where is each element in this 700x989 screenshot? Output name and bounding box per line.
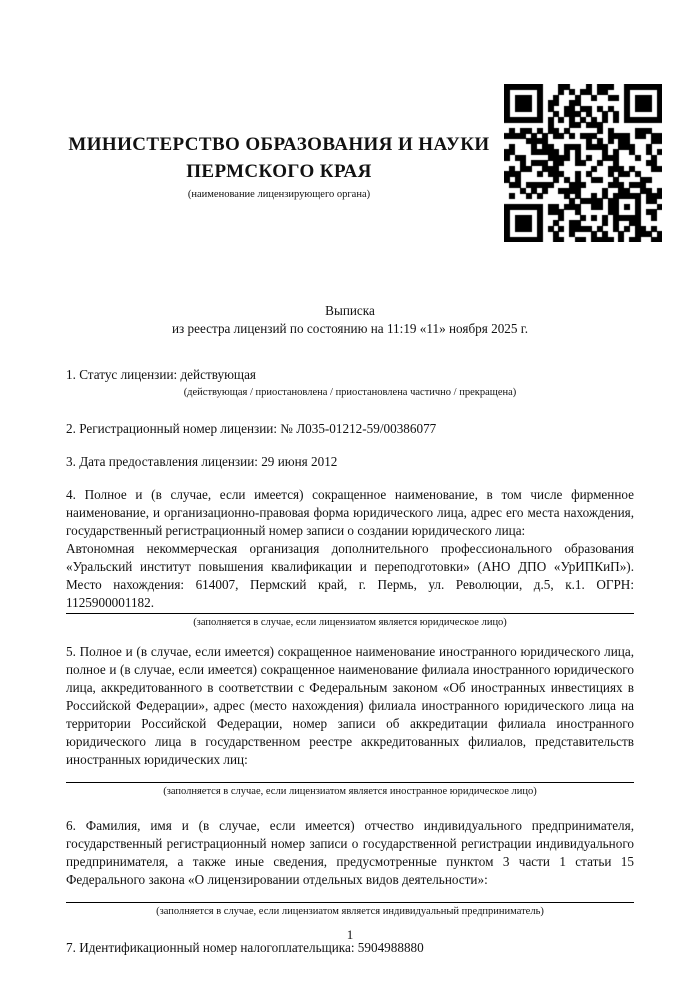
license-grant-date-text: 3. Дата предоставления лицензии: 29 июня 2012 [66,454,338,469]
registration-number-text: 2. Регистрационный номер лицензии: № Л035-01212-59/00386077 [66,421,437,436]
legal-entity-label: 4. Полное и (в случае, если имеется) сокращенное наименование, в том числе фирменное наименование, и организационно-правовая форма юридического лица, адрес его места нахождения, государственный регистрационный номер записи о создании юридического лица: [66,487,634,538]
fill-line-individual-entrepreneur [66,902,634,903]
foreign-entity-caption: (заполняется в случае, если лицензиатом является иностранное юридическое лицо) [163,786,537,797]
document-title: Выписка [325,303,375,318]
document-title-block [66,302,634,338]
fill-line-foreign-entity [66,782,634,783]
individual-entrepreneur-caption: (заполняется в случае, если лицензиатом является индивидуальный предприниматель) [156,906,544,917]
taxpayer-number-text: 7. Идентификационный номер налогоплательщика: 5904988880 [66,940,424,955]
foreign-entity-label: 5. Полное и (в случае, если имеется) сокращенное наименование иностранного юридического лица, полное и (в случае, если имеется) сокращенное наименование филиала иностранного юридического лица, аккредитованного в соответствии с Федеральным законом «Об иностранных инвестициях в Российской Федерации», адрес (место нахождения) филиала иностранного юридического лица на территории Российской Федерации, номер записи об аккредитации филиала иностранного юридического лица в государственном реестре аккредитованных филиалов, представительств иностранных юридических лиц: [66,644,634,767]
item-foreign-entity [66,643,634,769]
legal-entity-caption: (заполняется в случае, если лицензиатом является юридическое лицо) [193,617,507,628]
item-individual-entrepreneur [66,817,634,889]
item-registration-number [66,420,634,438]
fill-line-legal-entity [66,613,634,614]
item-legal-entity [66,486,634,612]
license-status-text: 1. Статус лицензии: действующая [66,367,257,382]
individual-entrepreneur-label: 6. Фамилия, имя и (в случае, если имеется) отчество индивидуального предпринимателя, государственный регистрационный номер записи о государственной регистрации индивидуального предпринимателя, а также иные сведения, предусмотренные пунктом 3 части 1 статьи 15 Федерального закона «О лицензировании отдельных видов деятельности»: [66,818,634,887]
license-status-caption: (действующая / приостановлена / приостановлена частично / прекращена) [183,387,517,398]
page-number: 1 [346,927,354,942]
item-license-status [66,366,634,384]
legal-entity-value: Автономная некоммерческая организация дополнительного профессионального образования «Уральский институт повышения квалификации и переподготовки» (АНО ДПО «УрИПКиП»). Место нахождения: 614007, Пермский край, г. Пермь, ул. Революции, д.5, к.1. ОГРН: 1125900001182. [66,541,634,610]
document-subtitle: из реестра лицензий по состоянию на 11:19 «11» ноября 2025 г. [171,321,529,336]
ministry-caption: (наименование лицензирующего органа) [187,189,371,200]
item-license-grant-date [66,453,634,471]
document-body [66,0,634,957]
ministry-name-line2: ПЕРМСКОГО КРАЯ [186,161,372,182]
ministry-name-line1: МИНИСТЕРСТВО ОБРАЗОВАНИЯ И НАУКИ [68,134,490,155]
